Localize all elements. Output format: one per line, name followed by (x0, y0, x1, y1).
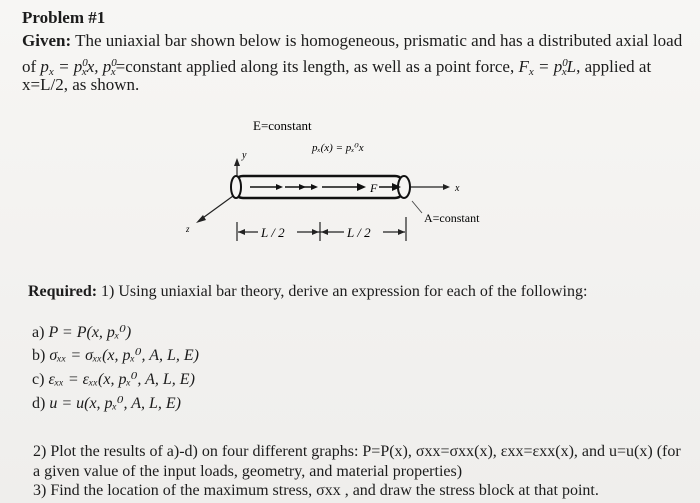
item-b-prefix: b) (32, 347, 46, 364)
required-label: Required: (28, 283, 98, 300)
dim-arrow-4-icon (398, 229, 405, 235)
problem-title: Problem #1 (22, 8, 106, 27)
load-equation: $p_x = p^0_xx$, $p^0_x$ (40, 57, 117, 78)
force-label: F (370, 181, 378, 195)
required-item-b (32, 346, 199, 366)
required-item-d (32, 394, 181, 414)
item-a-expr: P = P(x, pₓ⁰) (48, 324, 132, 341)
part-3-line: 3) Find the location of the maximum stress, σxx , and draw the stress block at that point. (33, 482, 599, 499)
dim-right-label: L / 2 (347, 225, 371, 240)
given-text-1: The uniaxial bar shown below is homogeneous, prismatic and has a distributed axial load (75, 31, 683, 50)
dim-left-label: L / 2 (261, 225, 285, 240)
a-constant-label: A=constant (424, 211, 480, 225)
load-label: pₓ(x) = pₓ⁰x (312, 142, 364, 154)
part-2-line-2: a given value of the input loads, geometry, and material properties) (33, 463, 463, 480)
z-axis (200, 196, 233, 220)
given-label: Given: (22, 31, 72, 50)
e-constant-label: E=constant (253, 118, 312, 133)
dim-arrow-3-icon (321, 229, 328, 235)
required-line (28, 282, 587, 302)
item-c-expr: εₓₓ = εₓₓ(x, pₓ⁰, A, L, E) (48, 371, 195, 388)
item-c-prefix: c) (32, 371, 45, 388)
y-axis-label: y (242, 150, 247, 161)
x-arrow-icon (443, 184, 450, 190)
y-arrow-icon (234, 158, 240, 166)
item-b-expr: σₓₓ = σₓₓ(x, pₓ⁰, A, L, E) (49, 347, 199, 364)
required-item-c (32, 370, 195, 390)
given-line-3: x=L/2, as shown. (22, 75, 140, 94)
item-d-expr: u = u(x, pₓ⁰, A, L, E) (49, 395, 181, 412)
x-axis-label: x (455, 183, 460, 194)
item-d-prefix: d) (32, 395, 46, 412)
given-text-2b: =constant applied along its length, as well as a point force, (115, 57, 515, 76)
dim-arrow-2-icon (312, 229, 319, 235)
z-axis-label: z (186, 224, 190, 234)
bar-left-end (231, 176, 241, 198)
a-leader-line (412, 201, 422, 213)
required-item-a (32, 323, 131, 343)
part-2-line-1: 2) Plot the results of a)-d) on four different graphs: P=P(x), σxx=σxx(x), εxx=εxx(x), and u=u(x) (for (33, 443, 681, 460)
given-text-2c: , applied at (576, 57, 652, 76)
required-text: 1) Using uniaxial bar theory, derive an expression for each of the following: (101, 283, 588, 300)
dim-arrow-1-icon (238, 229, 245, 235)
item-a-prefix: a) (32, 324, 45, 341)
given-text-2a: of (22, 57, 37, 76)
force-equation: $F_x = p^0_xL$ (518, 57, 577, 78)
